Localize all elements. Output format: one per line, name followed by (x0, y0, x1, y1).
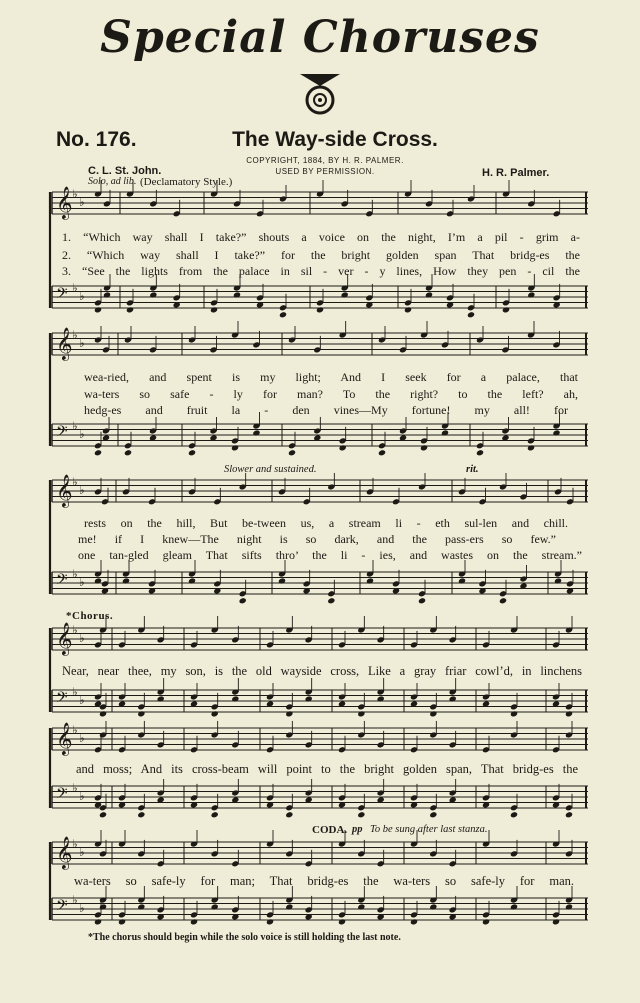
flat-icon: ♭ (72, 685, 78, 699)
solo-direction: Solo, ad lib. (88, 176, 137, 187)
notehead (99, 903, 107, 910)
chorus-heading: *Chorus. (66, 610, 114, 622)
verse-line: me! if I knew—The night is so dark, and the pass-ers so few.” (78, 532, 556, 546)
notehead (285, 903, 293, 910)
notehead (510, 811, 518, 818)
notehead (211, 710, 219, 717)
notehead (266, 918, 274, 925)
notehead (429, 811, 437, 818)
notehead (378, 449, 386, 456)
notehead (126, 306, 134, 313)
treble-clef-icon: 𝄞 (56, 327, 73, 360)
notehead (425, 291, 433, 298)
flat-icon: ♭ (72, 567, 78, 581)
flat-icon: ♭ (72, 419, 78, 433)
bass-clef-icon: 𝄢 (56, 785, 68, 806)
flat-icon: ♭ (72, 328, 78, 342)
notehead (279, 311, 287, 318)
notehead (288, 449, 296, 456)
notehead (137, 710, 145, 717)
flat-icon: ♭ (79, 195, 85, 209)
notehead (377, 695, 385, 702)
chorus-line: and moss; And its cross-beam will point to the bright golden span, That bridg-es the (76, 762, 578, 776)
flat-icon: ♭ (72, 893, 78, 907)
notehead (366, 577, 374, 584)
notehead (103, 291, 111, 298)
collection-title: Special Choruses (100, 12, 540, 63)
style-direction: (Declamatory Style.) (140, 176, 233, 188)
bass-clef-icon: 𝄢 (56, 285, 68, 306)
flat-icon: ♭ (79, 693, 85, 707)
notehead (188, 577, 196, 584)
flat-icon: ♭ (72, 281, 78, 295)
notehead (278, 577, 286, 584)
verse-line: rests on the hill, But be-tween us, a stream li - eth sul-len and chill. (84, 516, 568, 530)
notehead (188, 449, 196, 456)
verse-line: one tan-gled gleam That sifts thro’ the li - ies, and wastes on the stream.” (78, 548, 582, 562)
notehead (482, 918, 490, 925)
notehead (137, 903, 145, 910)
verse-line: wea-ried, and spent is my light; And I seek for a palace, that (84, 370, 578, 384)
treble-clef-icon: 𝄞 (56, 836, 73, 869)
notehead (231, 444, 239, 451)
notehead (338, 918, 346, 925)
notehead (527, 291, 535, 298)
notehead (157, 695, 165, 702)
notehead (357, 710, 365, 717)
notehead (327, 597, 335, 604)
notehead (565, 710, 573, 717)
flat-icon: ♭ (72, 781, 78, 795)
flat-icon: ♭ (79, 289, 85, 303)
verse-line: 3. “See the lights from the palace in sil - ver - y lines, How they pen - cil the (62, 264, 580, 278)
notehead (94, 918, 102, 925)
notehead (211, 903, 219, 910)
flat-icon: ♭ (79, 731, 85, 745)
bass-clef-icon: 𝄢 (56, 423, 68, 444)
treble-clef-icon: 𝄞 (56, 622, 73, 655)
treble-clef-icon: 𝄞 (56, 186, 73, 219)
notehead (527, 444, 535, 451)
chorus-line: Near, near thee, my son, is the old wayside cross, Like a gray friar cowl’d, in linchens (62, 664, 582, 678)
notehead (554, 577, 562, 584)
footnote: *The chorus should begin while the solo voice is still holding the last note. (88, 932, 401, 943)
notehead (252, 429, 260, 436)
flat-icon: ♭ (79, 483, 85, 497)
notehead (99, 710, 107, 717)
notehead (565, 903, 573, 910)
notehead (418, 597, 426, 604)
notehead (210, 306, 218, 313)
notehead (190, 918, 198, 925)
notehead (476, 449, 484, 456)
notehead (211, 811, 219, 818)
notehead (420, 444, 428, 451)
notehead (239, 597, 247, 604)
flat-icon: ♭ (79, 789, 85, 803)
notehead (339, 444, 347, 451)
notehead (410, 918, 418, 925)
bass-clef-icon: 𝄢 (56, 571, 68, 592)
flat-icon: ♭ (79, 336, 85, 350)
notehead (429, 903, 437, 910)
notehead (467, 311, 475, 318)
notehead (94, 306, 102, 313)
notehead (316, 306, 324, 313)
coda-instruction: To be sung after last stanza. (370, 824, 488, 835)
bass-clef-icon: 𝄢 (56, 897, 68, 918)
notehead (458, 577, 466, 584)
notehead (285, 710, 293, 717)
notehead (357, 811, 365, 818)
notehead (429, 710, 437, 717)
notehead (357, 903, 365, 910)
ritardando-mark: rit. (466, 464, 479, 475)
hymn-number: No. 176. (56, 128, 137, 151)
flat-icon: ♭ (72, 837, 78, 851)
notehead (231, 695, 239, 702)
notehead (305, 695, 313, 702)
notehead (124, 449, 132, 456)
notehead (99, 811, 107, 818)
permission-notice: USED BY PERMISSION. (275, 167, 375, 176)
hymn-title: The Way-side Cross. (232, 128, 438, 151)
flat-icon: ♭ (72, 187, 78, 201)
flat-icon: ♭ (79, 427, 85, 441)
notehead (94, 449, 102, 456)
notehead (118, 918, 126, 925)
flat-icon: ♭ (72, 475, 78, 489)
treble-clef-icon: 𝄞 (56, 722, 73, 755)
notehead (122, 577, 130, 584)
flat-icon: ♭ (72, 723, 78, 737)
treble-clef-icon: 𝄞 (56, 474, 73, 507)
coda-label: CODA. (312, 824, 348, 836)
verse-line: 2. “Which way shall I take?” for the bright golden span That bridg-es the (62, 248, 580, 262)
notehead (552, 429, 560, 436)
notehead (404, 306, 412, 313)
notehead (565, 811, 573, 818)
notehead (552, 918, 560, 925)
notehead (94, 577, 102, 584)
flat-icon: ♭ (72, 623, 78, 637)
tempo-direction: Slower and sustained. (224, 464, 317, 475)
notehead (149, 291, 157, 298)
notehead (510, 903, 518, 910)
copyright-notice: COPYRIGHT, 1884, BY H. R. PALMER. (246, 156, 404, 165)
notehead (510, 710, 518, 717)
notehead (441, 429, 449, 436)
verse-line: wa-ters so safe - ly for man? To the right? to the left? ah, (84, 387, 578, 401)
notehead (285, 811, 293, 818)
verse-line: 1. “Which way shall I take?” shouts a voice on the night, I’m a pil - grim a- (62, 230, 580, 244)
notehead (233, 291, 241, 298)
lyricist: C. L. St. John. (88, 165, 162, 177)
notehead (449, 695, 457, 702)
notehead (502, 306, 510, 313)
flat-icon: ♭ (79, 901, 85, 915)
notehead (137, 811, 145, 818)
flat-icon: ♭ (79, 575, 85, 589)
verse-line: hedg-es and fruit la - den vines—My fortune! my all! for (84, 403, 568, 417)
composer: H. R. Palmer. (482, 167, 550, 179)
flat-icon: ♭ (79, 845, 85, 859)
flat-icon: ♭ (79, 631, 85, 645)
bass-clef-icon: 𝄢 (56, 689, 68, 710)
dynamic-mark: pp (352, 824, 363, 835)
notehead (499, 597, 507, 604)
notehead (341, 291, 349, 298)
chorus-line: wa-ters so safe-ly for man; That bridg-es the wa-ters so safe-ly for man. (74, 874, 574, 888)
